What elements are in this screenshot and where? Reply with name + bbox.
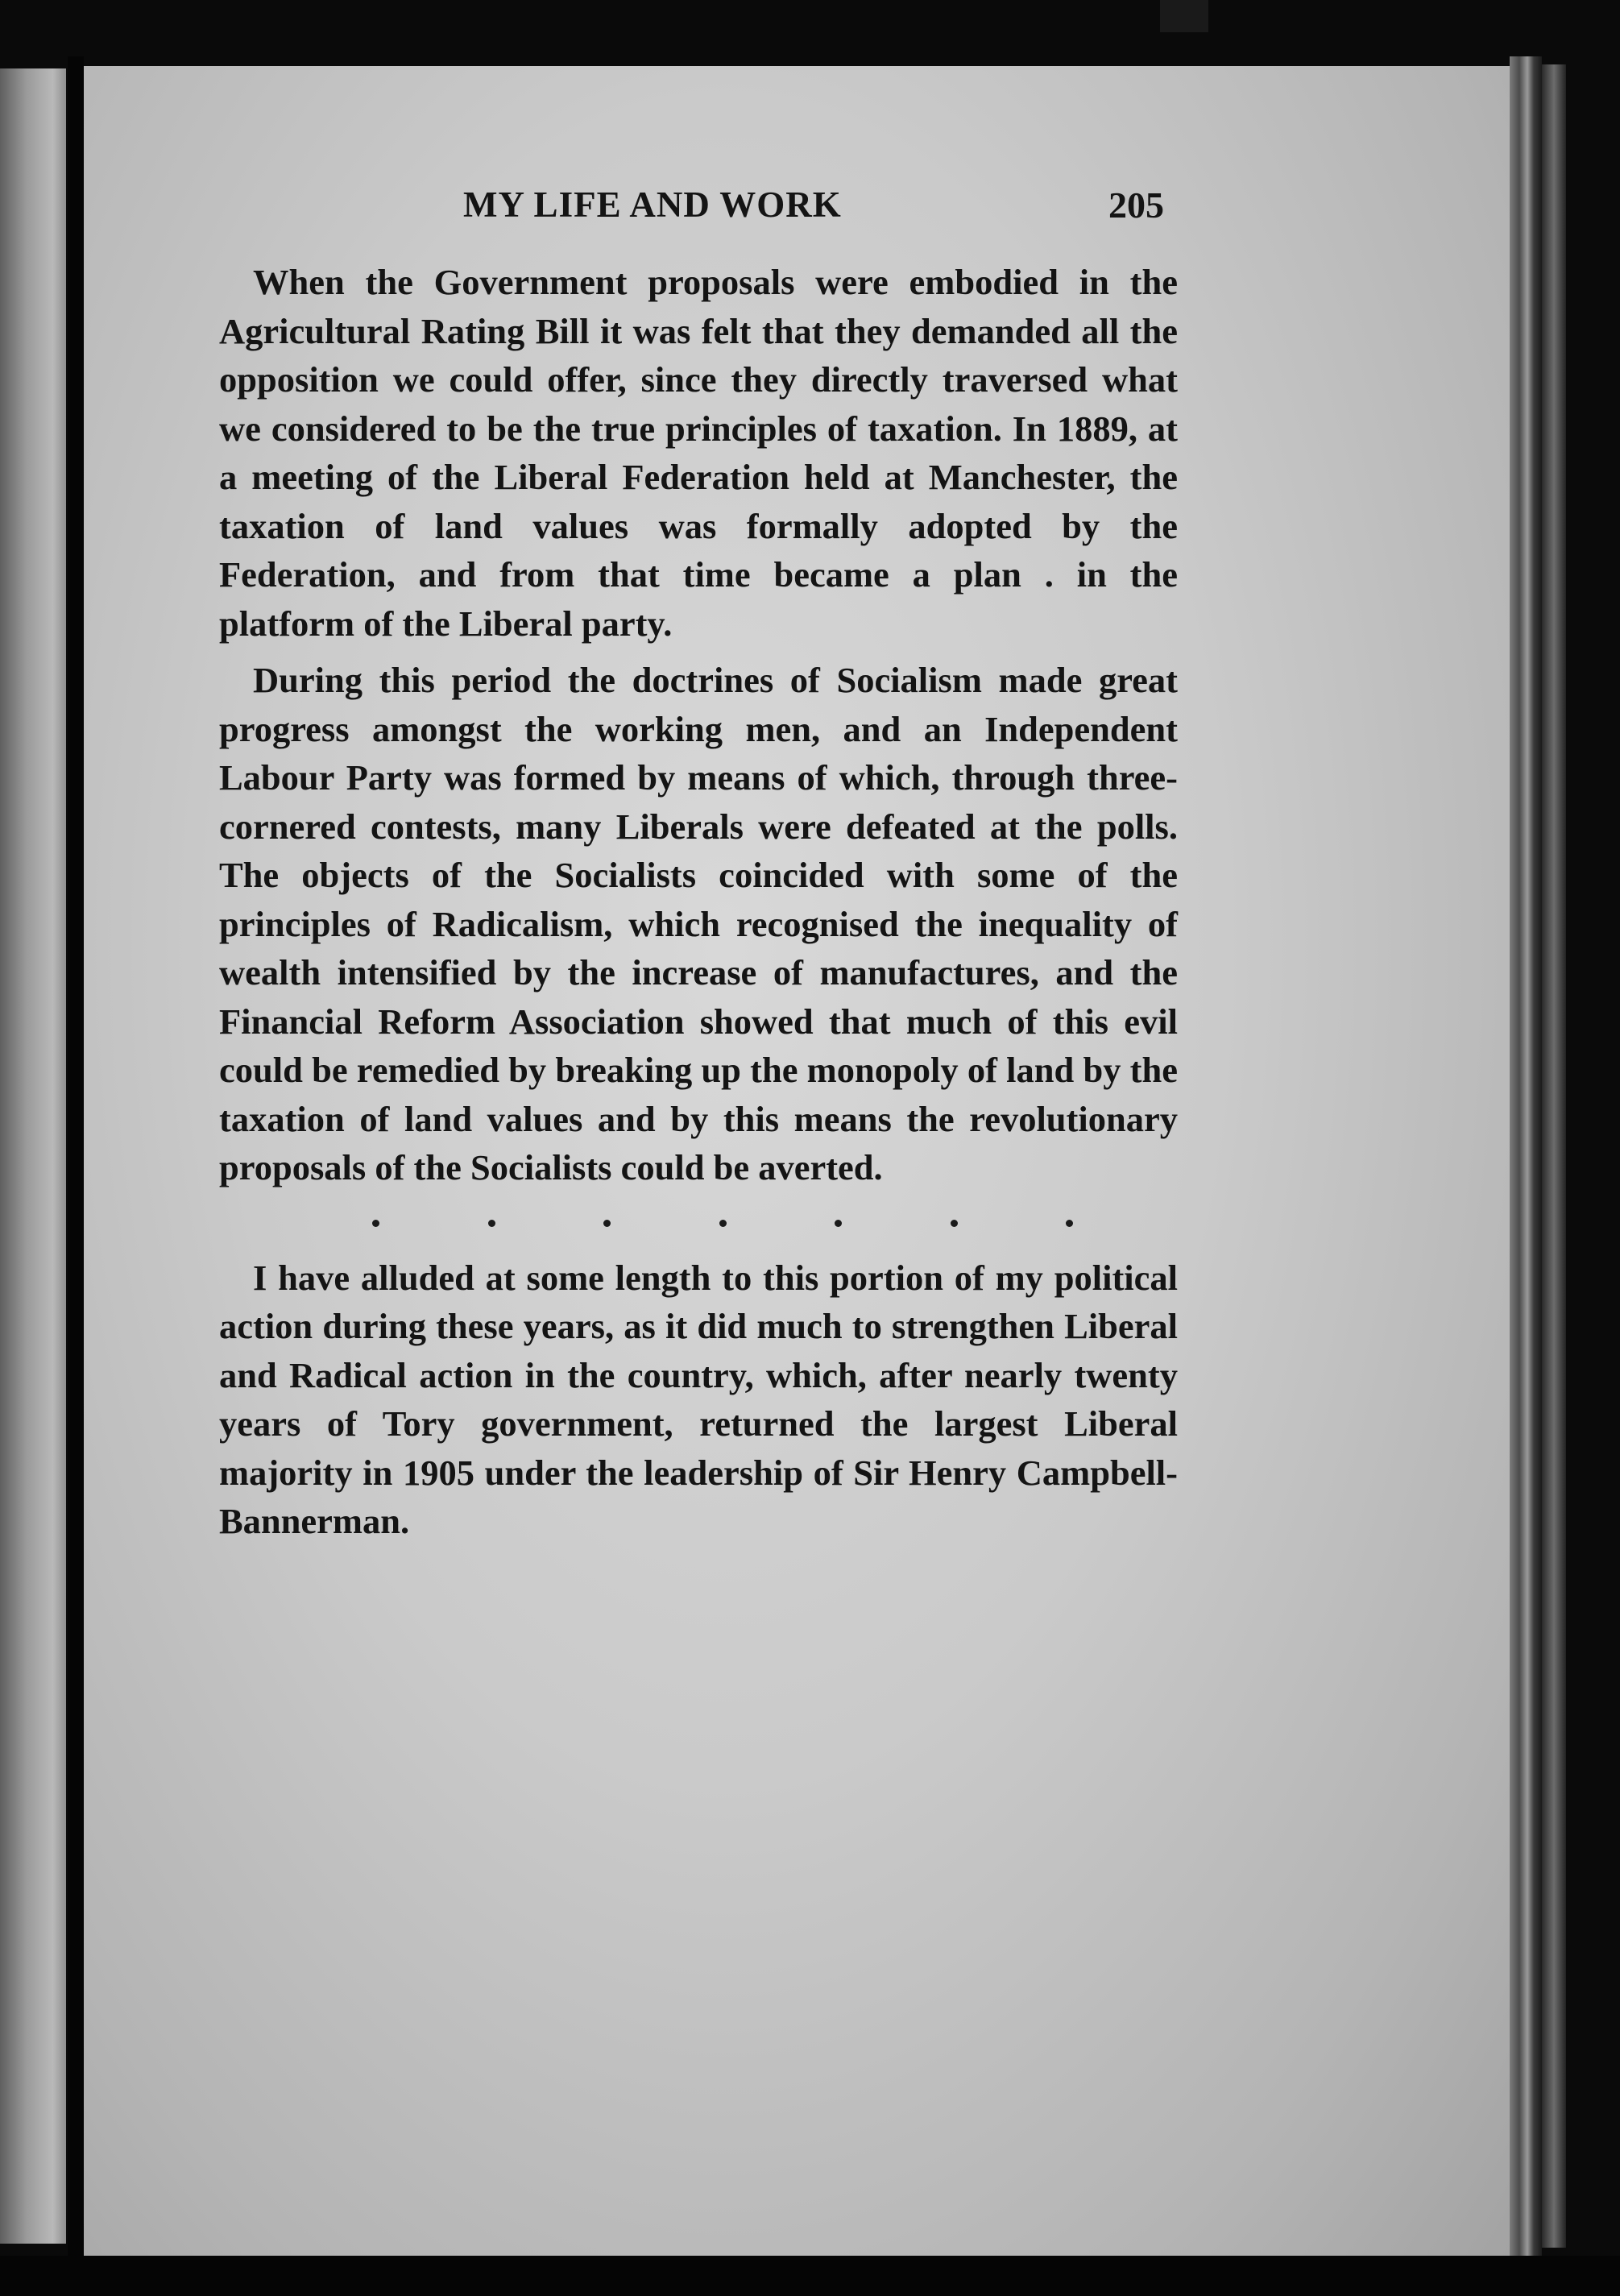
ellipsis-dot — [603, 1220, 611, 1227]
page-stack-edge-outer — [1542, 64, 1566, 2248]
ellipsis-dot — [951, 1220, 958, 1227]
paragraph: I have alluded at some length to this portion of my political action during these years, as it did much to strengthen Liberal and Radical action in the country, which, after nearly twenty years of Tory government, returned the largest Liberal majority in 1905 under the leadership of Sir Henry Campbell-Bannerman. — [219, 1257, 1178, 1541]
scan-border-bottom — [0, 2256, 1620, 2296]
page-header — [463, 184, 1164, 240]
ellipsis-dot — [719, 1220, 727, 1227]
body-text — [219, 258, 1178, 1546]
running-head: MY LIFE AND WORK — [463, 184, 842, 225]
paragraph: When the Government proposals were embodied in the Agricultural Rating Bill it was felt that they demanded all the opposition we could offer, since they directly traversed what we considered to be the true principles of taxation. In 1889, at a meeting of the Liberal Federation held at Manchester, the taxation of land values was formally adopted by the Federation, and from that time became a plan . in the platform of the Liberal party. — [219, 262, 1178, 644]
section-break-dots — [219, 1199, 1178, 1249]
paragraph: During this period the doctrines of Socialism made great progress amongst the working men, and an Independent Labour Party was formed by means of which, through three-cornered contests, many Liberals were defeated at the polls. The objects of the Socialists coincided with some of the principles of Radicalism, which recognised the inequality of wealth intensified by the increase of manufactures, and the Financial Reform Association showed that much of this evil could be remedied by breaking up the monopoly of land by the taxation of land values and by this means the revolutionary proposals of the Socialists could be averted. — [219, 660, 1178, 1187]
ellipsis-dot — [835, 1220, 842, 1227]
book-gutter — [68, 56, 84, 2256]
ellipsis-dot — [372, 1220, 379, 1227]
page-stack-edge — [1510, 56, 1542, 2256]
scan-speck — [1160, 0, 1208, 32]
ellipsis-dot — [1066, 1220, 1073, 1227]
page-number: 205 — [1108, 184, 1164, 226]
ellipsis-dot — [488, 1220, 495, 1227]
facing-page-edge — [0, 68, 66, 2244]
